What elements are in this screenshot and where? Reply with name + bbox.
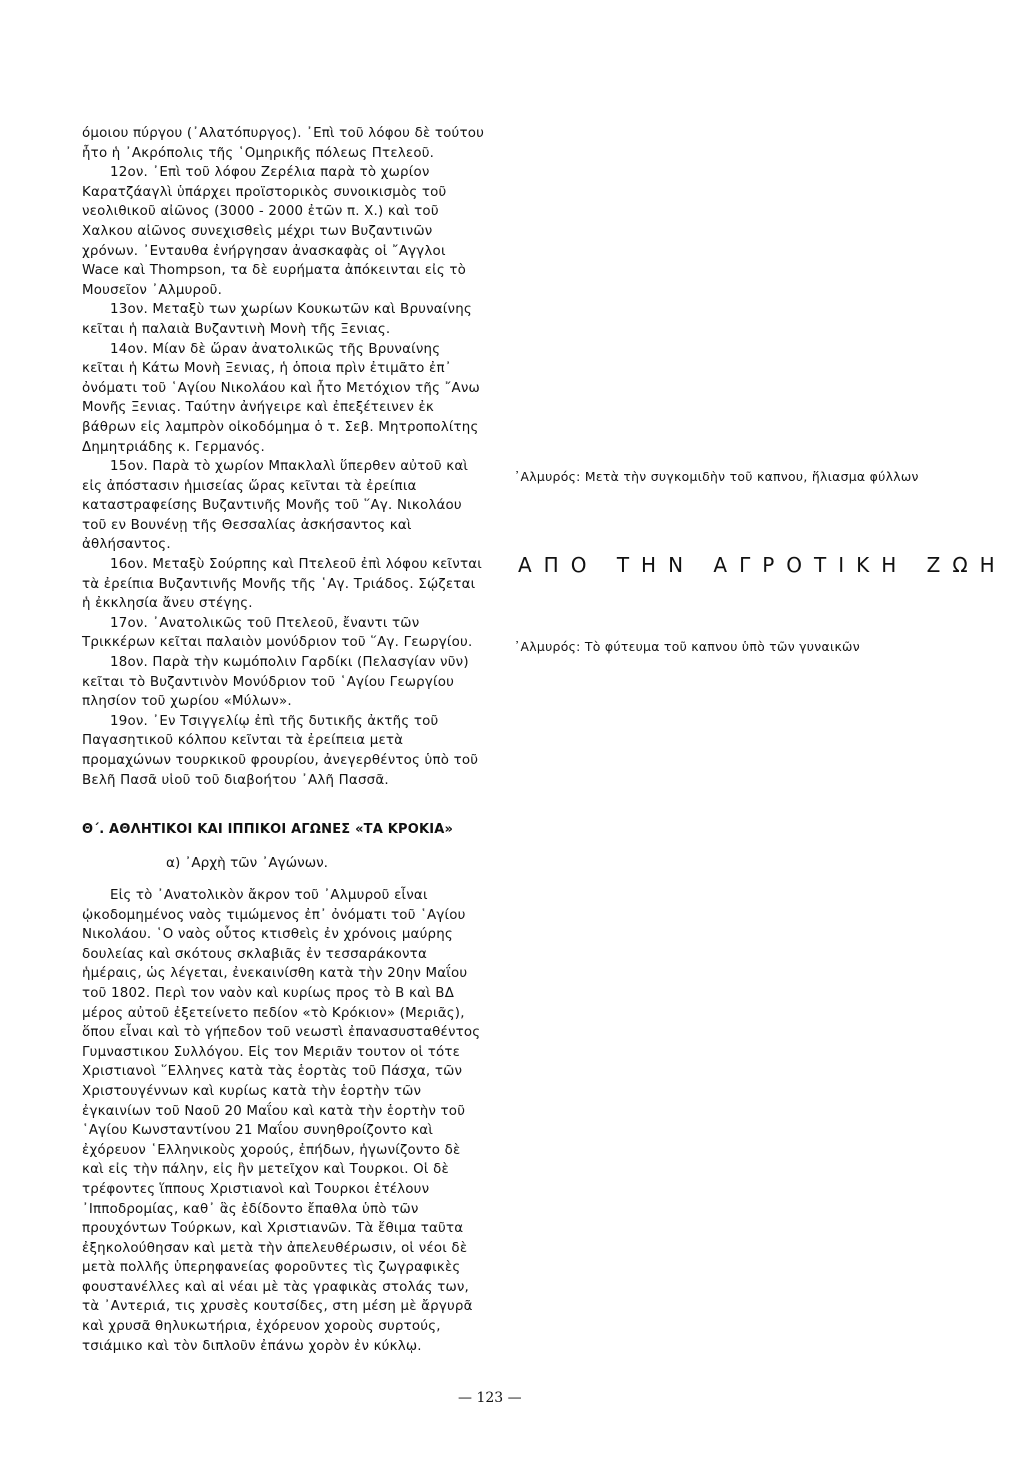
paragraph: 13ον. Μεταξὺ των χωρίων Κουκωτῶν καὶ Βρυναίνης κεῖται ἡ παλαιὰ Βυζαντινὴ Μονὴ τῆς Ξενιας.	[82, 302, 472, 337]
paragraph: 12ον. ᾿Επὶ τοῦ λόφου Ζερέλια παρὰ τὸ χωρίον Καρατζάαγλὶ ὑπάρχει προϊστορικὸς συνοικισμὸς τοῦ νεολιθικοῦ αἰῶνος (3000 - 2000 ἐτῶν π. Χ.) καὶ τοῦ Χαλκου αἰῶνος συνεχισθεὶς μέχρι των Βυζαντινῶν χρόνων. ᾿Ενταυθα ἐνήργησαν ἀνασκαφὰς οἱ ῎Αγγλοι Wace καὶ Thompson, τα δὲ ευρήματα ἀπόκεινται εἰς τὸ Μουσεῖον ᾿Αλμυροῦ.	[82, 165, 467, 298]
left-column-text	[82, 124, 486, 790]
page-number: — 123 —	[458, 1390, 522, 1406]
paragraph: 16ον. Μεταξὺ Σούρπης καὶ Πτελεοῦ ἐπὶ λόφου κεῖνται τὰ ἐρείπια Βυζαντινῆς Μονῆς τῆς ῾Αγ. Τριάδος. Σῴζεται ἡ ἐκκλησία ἄνευ στέγης.	[82, 557, 482, 612]
paragraph: 18ον. Παρὰ τὴν κωμόπολιν Γαρδίκι (Πελασγίαν νῦν) κεῖται τὸ Βυζαντινὸν Μονύδριον τοῦ ῾Αγίου Γεωργίου πλησίον τοῦ χωρίου «Μύλων».	[82, 655, 469, 710]
paragraph: 19ον. ᾿Εν Τσιγγελίῳ ἐπὶ τῆς δυτικῆς ἀκτῆς τοῦ Παγασητικοῦ κόλπου κεῖνται τὰ ἐρείπεια μετὰ προμαχώνων τουρκικοῦ φρουρίου, ἀνεγερθέντος ὑπὸ τοῦ Βελῆ Πασᾶ υἱοῦ τοῦ διαβοήτου ᾿Αλῆ Πασσᾶ.	[82, 713, 479, 788]
paragraph: όμοιου πύργου (᾿Αλατόπυργος). ᾿Επὶ τοῦ λόφου δὲ τούτου ἦτο ἡ ᾿Ακρόπολις τῆς ῾Ομηρικῆς πόλεως Πτελεοῦ.	[82, 126, 485, 161]
photo-caption-drying: ᾿Αλμυρός: Μετὰ τὴν συγκομιδὴν τοῦ καπνου, ἥλιασμα φύλλων	[514, 469, 919, 484]
section-heading: Θ΄. ΑΘΛΗΤΙΚΟΙ ΚΑΙ ΙΠΠΙΚΟΙ ΑΓΩΝΕΣ «ΤΑ ΚΡΟΚΙΑ»	[82, 822, 454, 837]
paragraph: 15ον. Παρὰ τὸ χωρίον Μπακλαλὶ ὕπερθεν αὐτοῦ καὶ εἰς ἀπόστασιν ἡμισείας ὥρας κεῖνται τὰ ἐρείπια καταστραφείσης Βυζαντινῆς Μονῆς τοῦ ῞Αγ. Νικολάου τοῦ εν Βουνένῃ τῆς Θεσσαλίας ἀσκήσαντος καὶ ἀθλήσαντος.	[82, 459, 469, 553]
rural-life-headline: ΑΠΟ ΤΗΝ ΑΓΡΟΤΙΚΗ ΖΩΗ	[518, 553, 1007, 577]
section-body-text	[82, 886, 486, 1356]
subsection-heading: α) ᾿Αρχὴ τῶν ᾿Αγώνων.	[166, 855, 328, 871]
paragraph: 17ον. ᾿Ανατολικῶς τοῦ Πτελεοῦ, ἔναντι τῶν Τρικκέρων κεῖται παλαιὸν μονύδριον τοῦ ῞Αγ. Γεωργίου.	[82, 615, 473, 651]
photo-caption-planting: ᾿Αλμυρός: Τὸ φύτευμα τοῦ καπνου ὑπὸ τῶν γυναικῶν	[514, 639, 860, 654]
paragraph: Εἰς τὸ ᾿Ανατολικὸν ἄκρον τοῦ ᾿Αλμυροῦ εἶναι ᾠκοδομημένος ναὸς τιμώμενος ἐπ᾿ ὀνόματι τοῦ ῾Αγίου Νικολάου. ῾Ο ναὸς οὗτος κτισθεὶς ἐν χρόνοις μαύρης δουλείας καὶ σκότους σκλαβιᾶς ἐν τεσσαράκοντα ἡμέραις, ὡς λέγεται, ἐνεκαινίσθη κατὰ τὴν 20ην Μαΐου τοῦ 1802. Περὶ τον ναὸν καὶ κυρίως προς τὸ Β καὶ ΒΔ μέρος αὐτοῦ ἐξετείνετο πεδίον «τὸ Κρόκιον» (Μεριᾶς), ὅπου εἶναι καὶ τὸ γήπεδον τοῦ νεωστὶ ἐπανασυσταθέντος Γυμναστικου Συλλόγου. Εἰς τον Μεριᾶν τουτον οἱ τότε Χριστιανοὶ ῞Ελληνες κατὰ τὰς ἑορτὰς τοῦ Πάσχα, τῶν Χριστουγέννων καὶ κυρίως κατὰ τὴν ἑορτὴν τῶν ἐγκαινίων τοῦ Ναοῦ 20 Μαΐου καὶ κατὰ τὴν ἑορτὴν τοῦ ῾Αγίου Κωνσταντίνου 21 Μαΐου συνηθροίζοντο καὶ ἐχόρευον ῾Ελληνικοὺς χορούς, ἐπήδων, ἠγωνίζοντο δὲ καὶ εἰς τὴν πάλην, εἰς ἣν μετεῖχον καὶ Τουρκοι. Οἱ δὲ τρέφοντες ἵππους Χριστιανοὶ καὶ Τουρκοι ἐτέλουν ᾿Ιπποδρομίας, καθ᾿ ἃς ἐδίδοντο ἔπαθλα ὑπὸ τῶν προυχόντων Τούρκων, καὶ Χριστιανῶν. Τὰ ἔθιμα ταῦτα ἐξηκολούθησαν καὶ μετὰ τὴν ἀπελευθέρωσιν, οἱ νέοι δὲ μετὰ πολλῆς ὑπερηφανείας φοροῦντες τὶς ζωγραφικὲς φουστανέλλες καὶ αἱ νέαι μὲ τὰς γραφικὰς στολάς των, τὰ ᾿Αντεριά, τις χρυσὲς κουτσίδες, στη μέση μὲ ἄργυρᾶ καὶ χρυσᾶ θηλυκωτήρια, ἐχόρευον χοροὺς συρτούς, τσιάμικο καὶ τὸν διπλοῦν ἐπάνω χορὸν ἐν κύκλῳ.	[82, 888, 481, 1354]
paragraph: 14ον. Μίαν δὲ ὥραν ἀνατολικῶς τῆς Βρυναίνης κεῖται ἡ Κάτω Μονὴ Ξενιας, ἡ ὁποια πρὶν ἐτιμᾶτο ἐπ᾿ ὀνόματι τοῦ ῾Αγίου Νικολάου καὶ ἦτο Μετόχιον τῆς ῎Ανω Μονῆς Ξενιας. Ταύτην ἀνήγειρε καὶ ἐπεξέτεινεν ἐκ βάθρων εἰς λαμπρὸν οἰκοδόμημα ὁ τ. Σεβ. Μητροπολίτης Δημητριάδης κ. Γερμανός.	[82, 341, 480, 455]
